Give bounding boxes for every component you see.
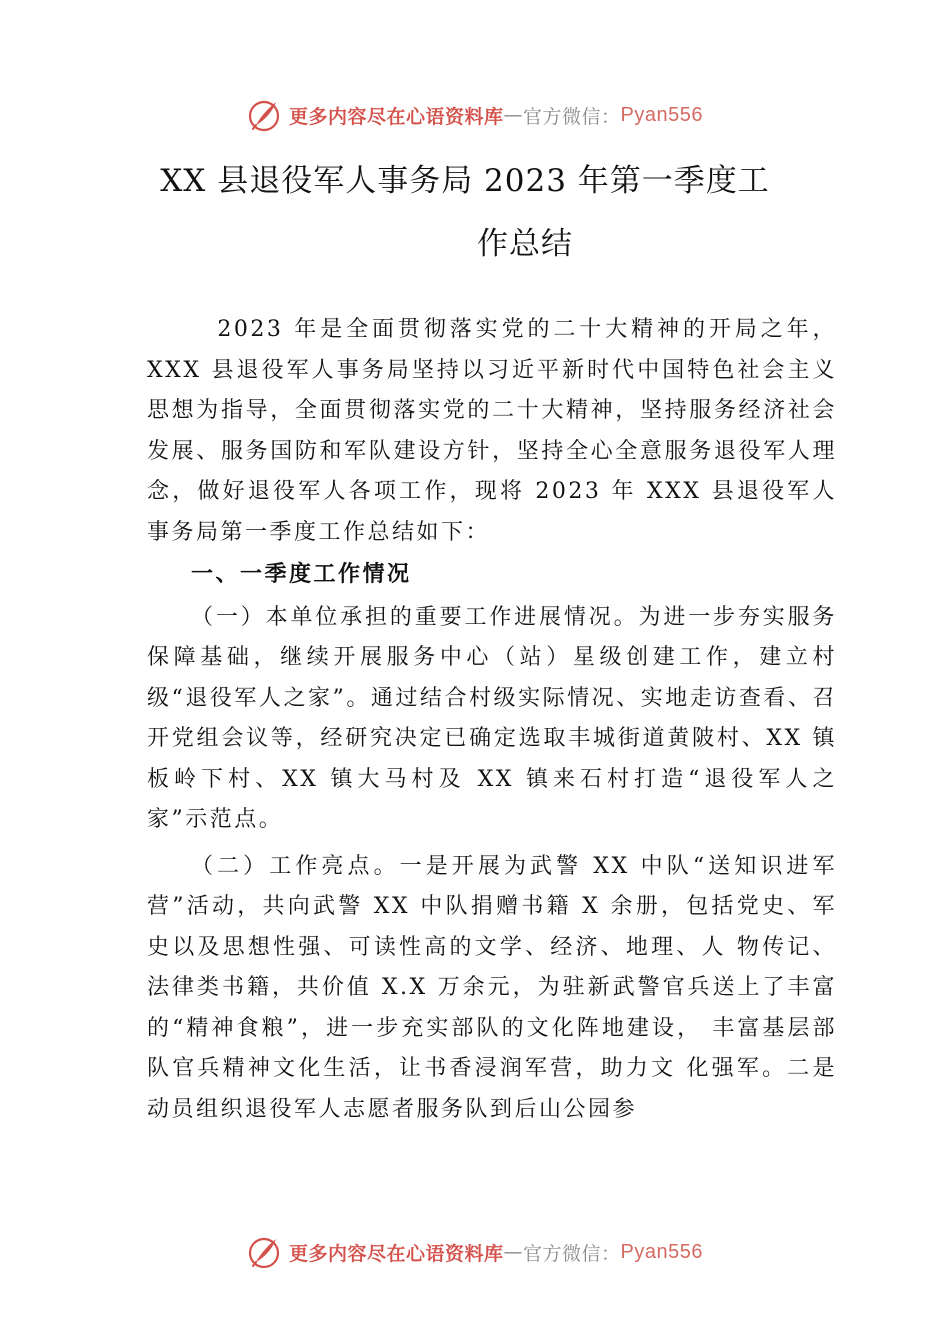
watermark-dash: —: [503, 104, 524, 126]
watermark-dash: —: [503, 1241, 524, 1263]
intro-paragraph: 2023 年是全面贯彻落实党的二十大精神的开局之年，XXX 县退役军人事务局坚持以习近平新时代中国特色社会主义思想为指导，全面贯彻落实党的二十大精神，坚持服务经济社会发展、服务国防和军队建设方针，坚持全心全意服务退役军人理念，做好退役军人各项工作，现将 2023 年 XXX 县退役军人事务局第一季度工作总结如下：: [147, 317, 837, 545]
watermark-library-name: 更多内容尽在心语资料库: [289, 105, 504, 128]
quill-pen-logo-icon: [247, 98, 281, 132]
watermark-wechat-label: 官方微信：: [523, 105, 621, 128]
watermark-wechat-id: Pyan556: [620, 103, 703, 126]
paragraph-highlights: （二）工作亮点。一是开展为武警 XX 中队“送知识进军营”活动，共向武警 XX 中队捐赠书籍 X 余册，包括党史、军史以及思想性强、可读性高的文学、经济、地理、人 物传记、法律类书籍，共价值 X.X 万余元，为驻新武警官兵送上了丰富的“精神食粮”，进一步充实部队的文化阵地建设， 丰富基层部队官兵精神文化生活，让书香浸润军营，助力文 化强军。二是动员组织退役军人志愿者服务队到后山公园参: [147, 853, 837, 1122]
watermark-text: [289, 102, 703, 129]
document-body: [147, 310, 837, 1130]
document-title-line-1: XX 县退役军人事务局 2023 年第一季度工: [160, 163, 770, 199]
watermark-text: [289, 1239, 703, 1266]
section-heading-1: 一、一季度工作情况: [191, 562, 412, 587]
footer-watermark: [0, 1232, 950, 1272]
watermark-library-name: 更多内容尽在心语资料库: [289, 1242, 504, 1265]
watermark-wechat-label: 官方微信：: [523, 1242, 621, 1265]
document-title-line-2: 作总结: [477, 226, 573, 262]
header-watermark: [0, 95, 950, 135]
paragraph-progress: （一）本单位承担的重要工作进展情况。为进一步夯实服务保障基础，继续开展服务中心（站）星级创建工作，建立村级“退役军人之家”。通过结合村级实际情况、实地走访查看、召开党组会议等，经研究决定已确定选取丰城街道黄陂村、XX 镇板岭下村、XX 镇大马村及 XX 镇来石村打造“退役军人之家”示范点。: [147, 604, 837, 832]
watermark-wechat-id: Pyan556: [620, 1240, 703, 1263]
quill-pen-logo-icon: [247, 1235, 281, 1269]
